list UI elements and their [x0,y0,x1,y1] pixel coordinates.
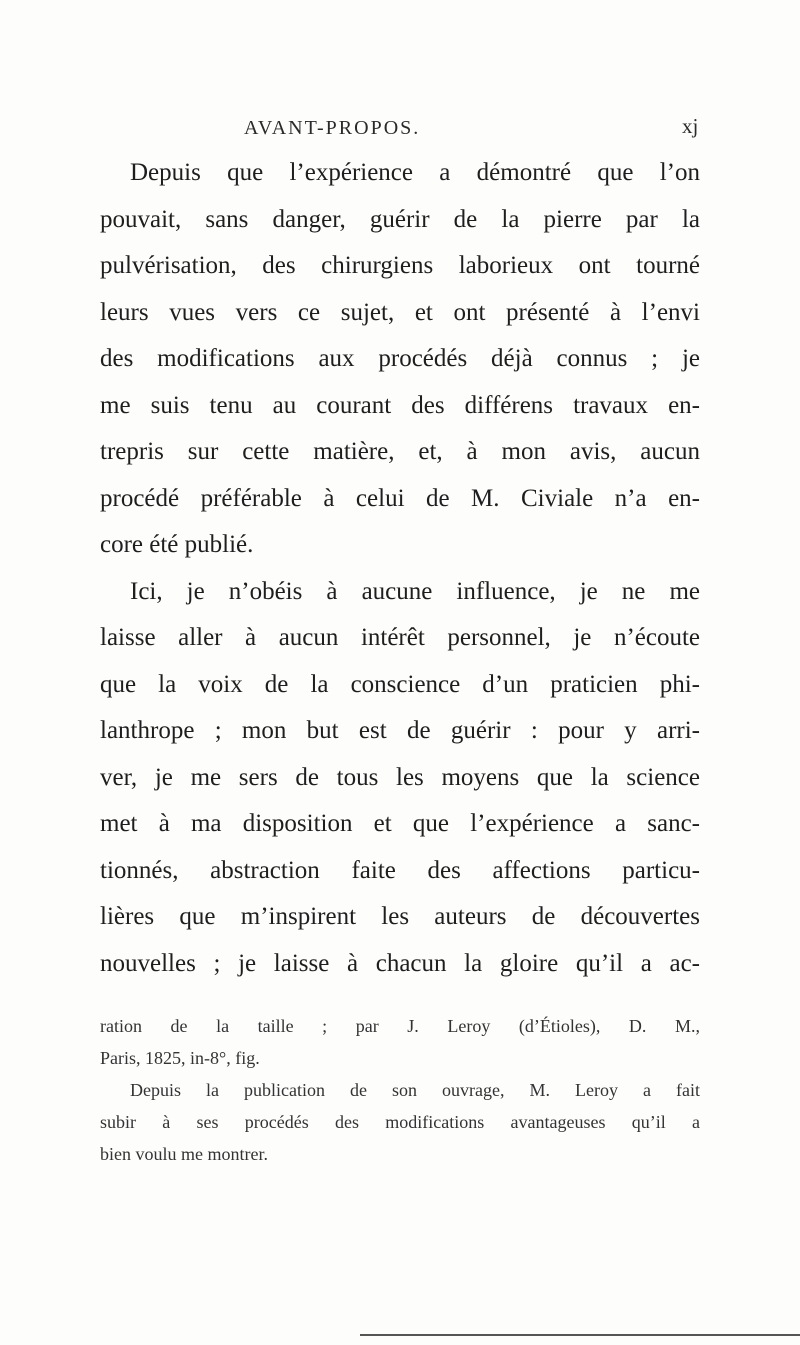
text-line: procédé préférable à celui de M. Civiale n’a en- [100,484,700,512]
text-line: Ici, je n’obéis à aucune influence, je ne me [130,577,700,605]
text-line: trepris sur cette matière, et, à mon avis, aucun [100,438,700,465]
text-line: pouvait, sans danger, guérir de la pierre par la [100,205,700,233]
footnote-line: subir à ses procédés des modifications avantageuses qu’il a [100,1112,700,1132]
text-line: lanthrope ; mon but est de guérir : pour y arri- [100,717,700,744]
text-line: Depuis que l’expérience a démontré que l’on [130,159,700,186]
text-line: met à ma disposition et que l’expérience a sanc- [100,810,700,837]
text-line: ver, je me sers de tous les moyens que la science [100,763,700,791]
text-line: lières que m’inspirent les auteurs de découvertes [100,903,700,930]
page-edge-rule [360,1334,800,1336]
text-line: que la voix de la conscience d’un praticien phi- [100,670,700,698]
text-line: tionnés, abstraction faite des affections particu- [100,856,700,884]
text-line: core été publié. [100,531,254,558]
footnote-line: Depuis la publication de son ouvrage, M. Leroy a fait [130,1080,700,1100]
text-line: nouvelles ; je laisse à chacun la gloire qu’il a ac- [100,949,700,977]
text-line: pulvérisation, des chirurgiens laborieux ont tourné [100,252,700,279]
text-line: laisse aller à aucun intérêt personnel, je n’écoute [100,624,700,651]
text-line: me suis tenu au courant des différens travaux en- [100,391,700,419]
footnote-line: ration de la taille ; par J. Leroy (d’Étioles), D. M., [100,1016,700,1036]
text-line: des modifications aux procédés déjà connus ; je [100,345,700,372]
footnote [100,1010,700,1170]
page-number: xj [682,114,699,138]
footnote-line: Paris, 1825, in-8°, fig. [100,1048,260,1068]
body-text [100,150,700,987]
text-line: leurs vues vers ce sujet, et ont présenté à l’envi [100,298,700,326]
footnote-line: bien voulu me montrer. [100,1144,268,1164]
running-title: AVANT-PROPOS. [244,117,421,139]
